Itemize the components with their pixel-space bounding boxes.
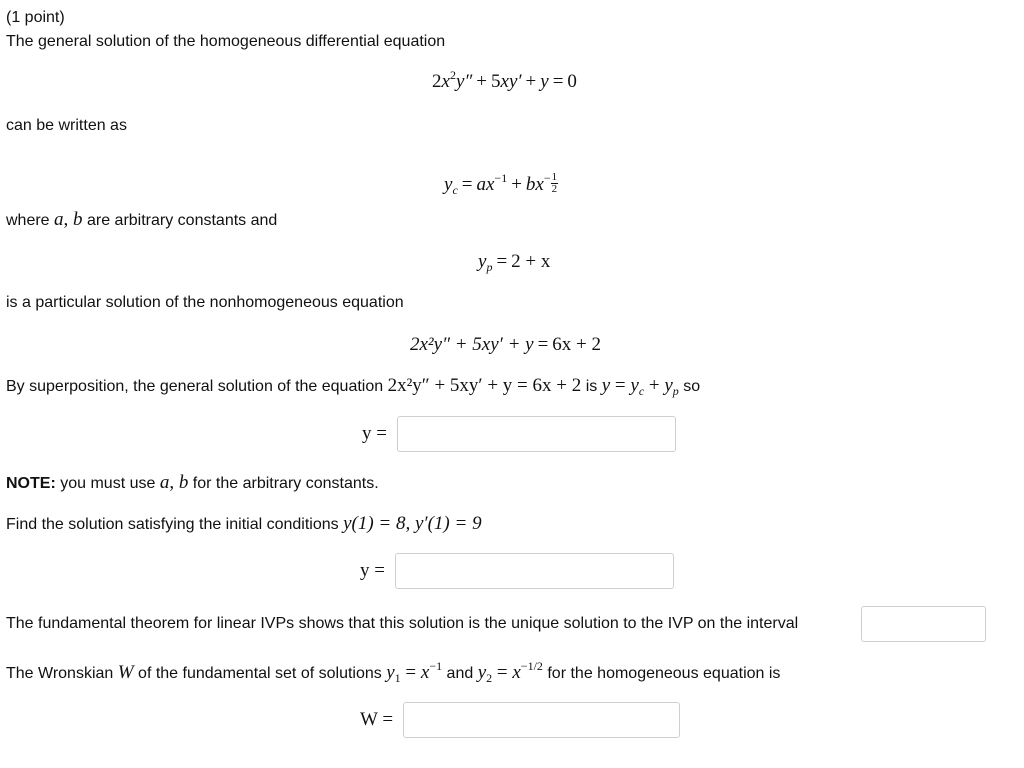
answer1-label: y = <box>362 423 387 444</box>
homogeneous-equation: $2x^2y'' + 5xy' + y = 0$ <box>432 68 577 92</box>
wronskian-input[interactable] <box>403 702 680 738</box>
answer1-input[interactable] <box>397 416 676 452</box>
nonhomogeneous-equation: 2x²y″ + 5xy′ + y = 6x + 2 <box>410 334 602 355</box>
answer2-input[interactable] <box>395 553 674 589</box>
wronskian-text: The Wronskian W of the fundamental set of solutions $y_1 = x^{-1}$ and $y_2 = x^{-1/2}$ for the homogeneous equation is <box>6 659 781 685</box>
fundamental-theorem-text: The fundamental theorem for linear IVPs shows that this solution is the unique solution to the IVP on the interval <box>6 615 799 632</box>
points-label: (1 point) <box>6 9 65 26</box>
written-as-text: can be written as <box>6 117 127 134</box>
where-text: where a, b are arbitrary constants and <box>6 209 278 230</box>
answer4-label: W = <box>360 709 394 730</box>
intro-text: The general solution of the homogeneous differential equation <box>6 33 446 50</box>
interval-input[interactable] <box>861 606 986 642</box>
particular-text: is a particular solution of the nonhomogeneous equation <box>6 294 404 311</box>
yc-equation: $y_c = ax^{-1} + bx^-$ $\frac{1}{2}$ <box>444 171 558 197</box>
yp-equation: $y_p = 2 + x$ <box>478 251 551 274</box>
note-text: NOTE: you must use a, b for the arbitrary constants. <box>6 472 379 493</box>
superposition-text: By superposition, the general solution of the equation 2x²y″ + 5xy′ + y = 6x + 2 is $y = y_c + y_p$ so <box>6 375 701 398</box>
initial-conditions-text: Find the solution satisfying the initial conditions y(1) = 8, y′(1) = 9 <box>6 513 482 534</box>
answer2-label: y = <box>360 560 385 581</box>
